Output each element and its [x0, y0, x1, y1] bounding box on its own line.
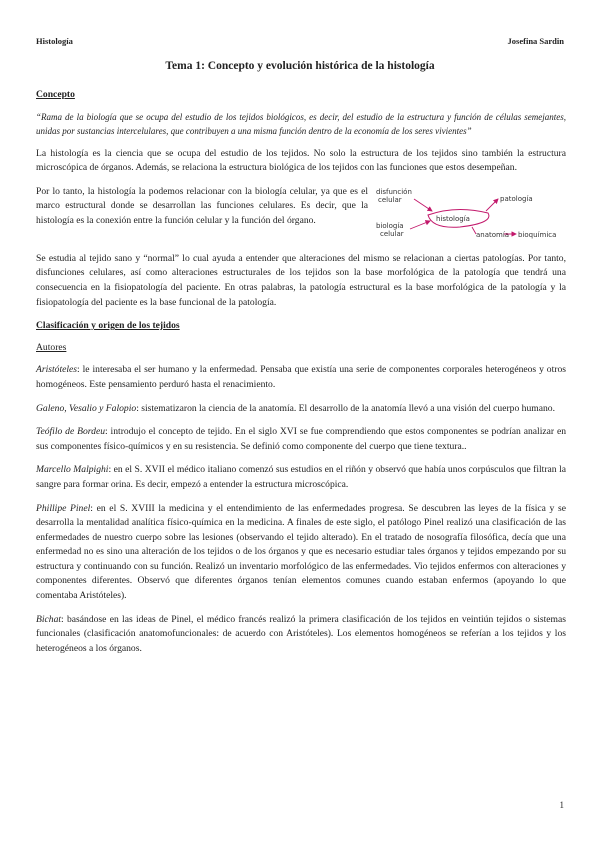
author-name: Bichat	[36, 613, 62, 625]
paragraph-with-diagram	[36, 185, 566, 243]
diagram-label-bioquimica: bioquímica	[518, 230, 557, 239]
diagram-label-biologia: biología	[376, 221, 404, 230]
author-name: Marcello Malpighi	[36, 464, 109, 476]
subheading-autores: Autores	[36, 341, 67, 353]
author-text: : en el S. XVIII la medicina y el entendimiento de las enfermedades progresa. Se descubren las leyes de la física y se desarrolla la mentalidad analítica físico-química en la medicina. A finales de este siglo, el patólogo Pinel realizó una clasificación de las enfermedades de nuestro cuerpo sobre las lesiones (observando el tejido alterado). En el tratado de nosografía filosófica, decía que una enfermedad no es sino una alteración de los tejidos o de los órganos y que es necesario estudiar tales órganos y tejidos empezando por su estructura y continuando con su función. Realizó un inventario morfológico de las enfermedades. Vio tejidos enfermos con alteraciones y componentes diferentes. Observó que diferentes órganos tenían elementos comunes cuando estaban enfermos (apoyando lo que comentaba Aristóteles).	[36, 502, 566, 602]
author-text: : introdujo el concepto de tejido. En el siglo XVI se fue comprendiendo que estos componentes se podrían analizar en sus componentes físico-químicos y en su resistencia. Se definió como componente del cuerpo que tiene textura..	[36, 426, 567, 452]
author-entry	[36, 363, 566, 392]
arrow-from-biologia	[410, 221, 430, 229]
header-author: Josefina Sardin	[507, 36, 564, 46]
arrow-from-disfuncion	[414, 199, 432, 211]
arrow-to-patologia	[486, 199, 498, 211]
author-text: : sistematizaron la ciencia de la anatomía. El desarrollo de la anatomía llevó a una visión del cuerpo humano.	[136, 402, 555, 414]
diagram-label-anatomia: anatomía	[476, 230, 510, 239]
author-entry	[36, 502, 566, 604]
document-body	[36, 88, 566, 665]
paragraph: La histología es la ciencia que se ocupa del estudio de los tejidos. No solo la estructura de los tejidos sino también la estructura microscópica de órganos. Además, se relaciona la estructura biológica de los tejidos con las funciones que estos desempeñan.	[36, 147, 566, 174]
author-text: : le interesaba el ser humano y la enfermedad. Pensaba que existía una serie de componentes corporales heterogéneos y otros homogéneos. Este pensamiento perduró hasta el renacimiento.	[36, 364, 566, 390]
author-name: Aristóteles	[36, 364, 78, 376]
concept-diagram	[376, 185, 566, 243]
diagram-label-celular-bottom: celular	[380, 229, 404, 238]
diagram-label-celular-top: celular	[378, 195, 402, 204]
paragraph: Por lo tanto, la histología la podemos relacionar con la biología celular, ya que es el marco estructural donde se desarrollan las funciones celulares. Es decir, que la histología es la conexión entre la función celular y la función del órgano.	[36, 185, 368, 226]
paragraph: Se estudia al tejido sano y “normal” lo cual ayuda a entender que alteraciones del mismo se relacionan a ciertas patologías. Por tanto, disfunciones celulares, así como alteraciones estructurales de los tejidos son la base morfológica de la patología que tendrá una consecuencia en la fisiopatología del paciente. En otras palabras, la patología estructural es la base morfológica de la patología y la fisiopatología del paciente es la base funcional de la patología.	[36, 252, 566, 308]
author-entry	[36, 402, 566, 417]
author-name: Galeno, Vesalio y Falopio	[36, 402, 137, 414]
page-title: Tema 1: Concepto y evolución histórica de la histología	[165, 60, 435, 72]
section-heading-clasificacion: Clasificación y origen de los tejidos	[36, 320, 180, 332]
diagram-label-disfuncion: disfunción	[376, 187, 412, 196]
page-number: 1	[559, 800, 564, 810]
author-text: : basándose en las ideas de Pinel, el médico francés realizó la primera clasificación de los tejidos en veintiún tejidos o sistemas funcionales (clasificación anatomofuncionales: de acuerdo con Aristóteles). Los elementos homogéneos se referían a los tejidos y los heterogéneos a los órganos.	[36, 613, 566, 654]
author-text: : en el S. XVII el médico italiano comenzó sus estudios en el riñón y observó que había unos corpúsculos que filtran la sangre para formar orina. Es decir, empezó a entender la estructura microscópica.	[36, 464, 567, 490]
header-subject: Histología	[36, 36, 73, 46]
author-entry	[36, 463, 566, 492]
author-name: Teófilo de Bordeu	[36, 426, 106, 438]
definition-quote: “Rama de la biología que se ocupa del estudio de los tejidos biológicos, es decir, del estudio de la estructura y función de células semejantes, unidas por sustancias intercelulares, que contribuyen a una misma función dentro de la economía de los seres vivientes”	[36, 111, 566, 136]
author-name: Phillipe Pinel	[36, 502, 91, 514]
concept-diagram-svg	[376, 185, 566, 243]
diagram-label-patologia: patología	[500, 194, 533, 203]
author-entry	[36, 425, 566, 454]
diagram-center-label: histología	[436, 214, 470, 223]
author-entry	[36, 613, 566, 657]
section-heading-concepto: Concepto	[36, 89, 75, 100]
